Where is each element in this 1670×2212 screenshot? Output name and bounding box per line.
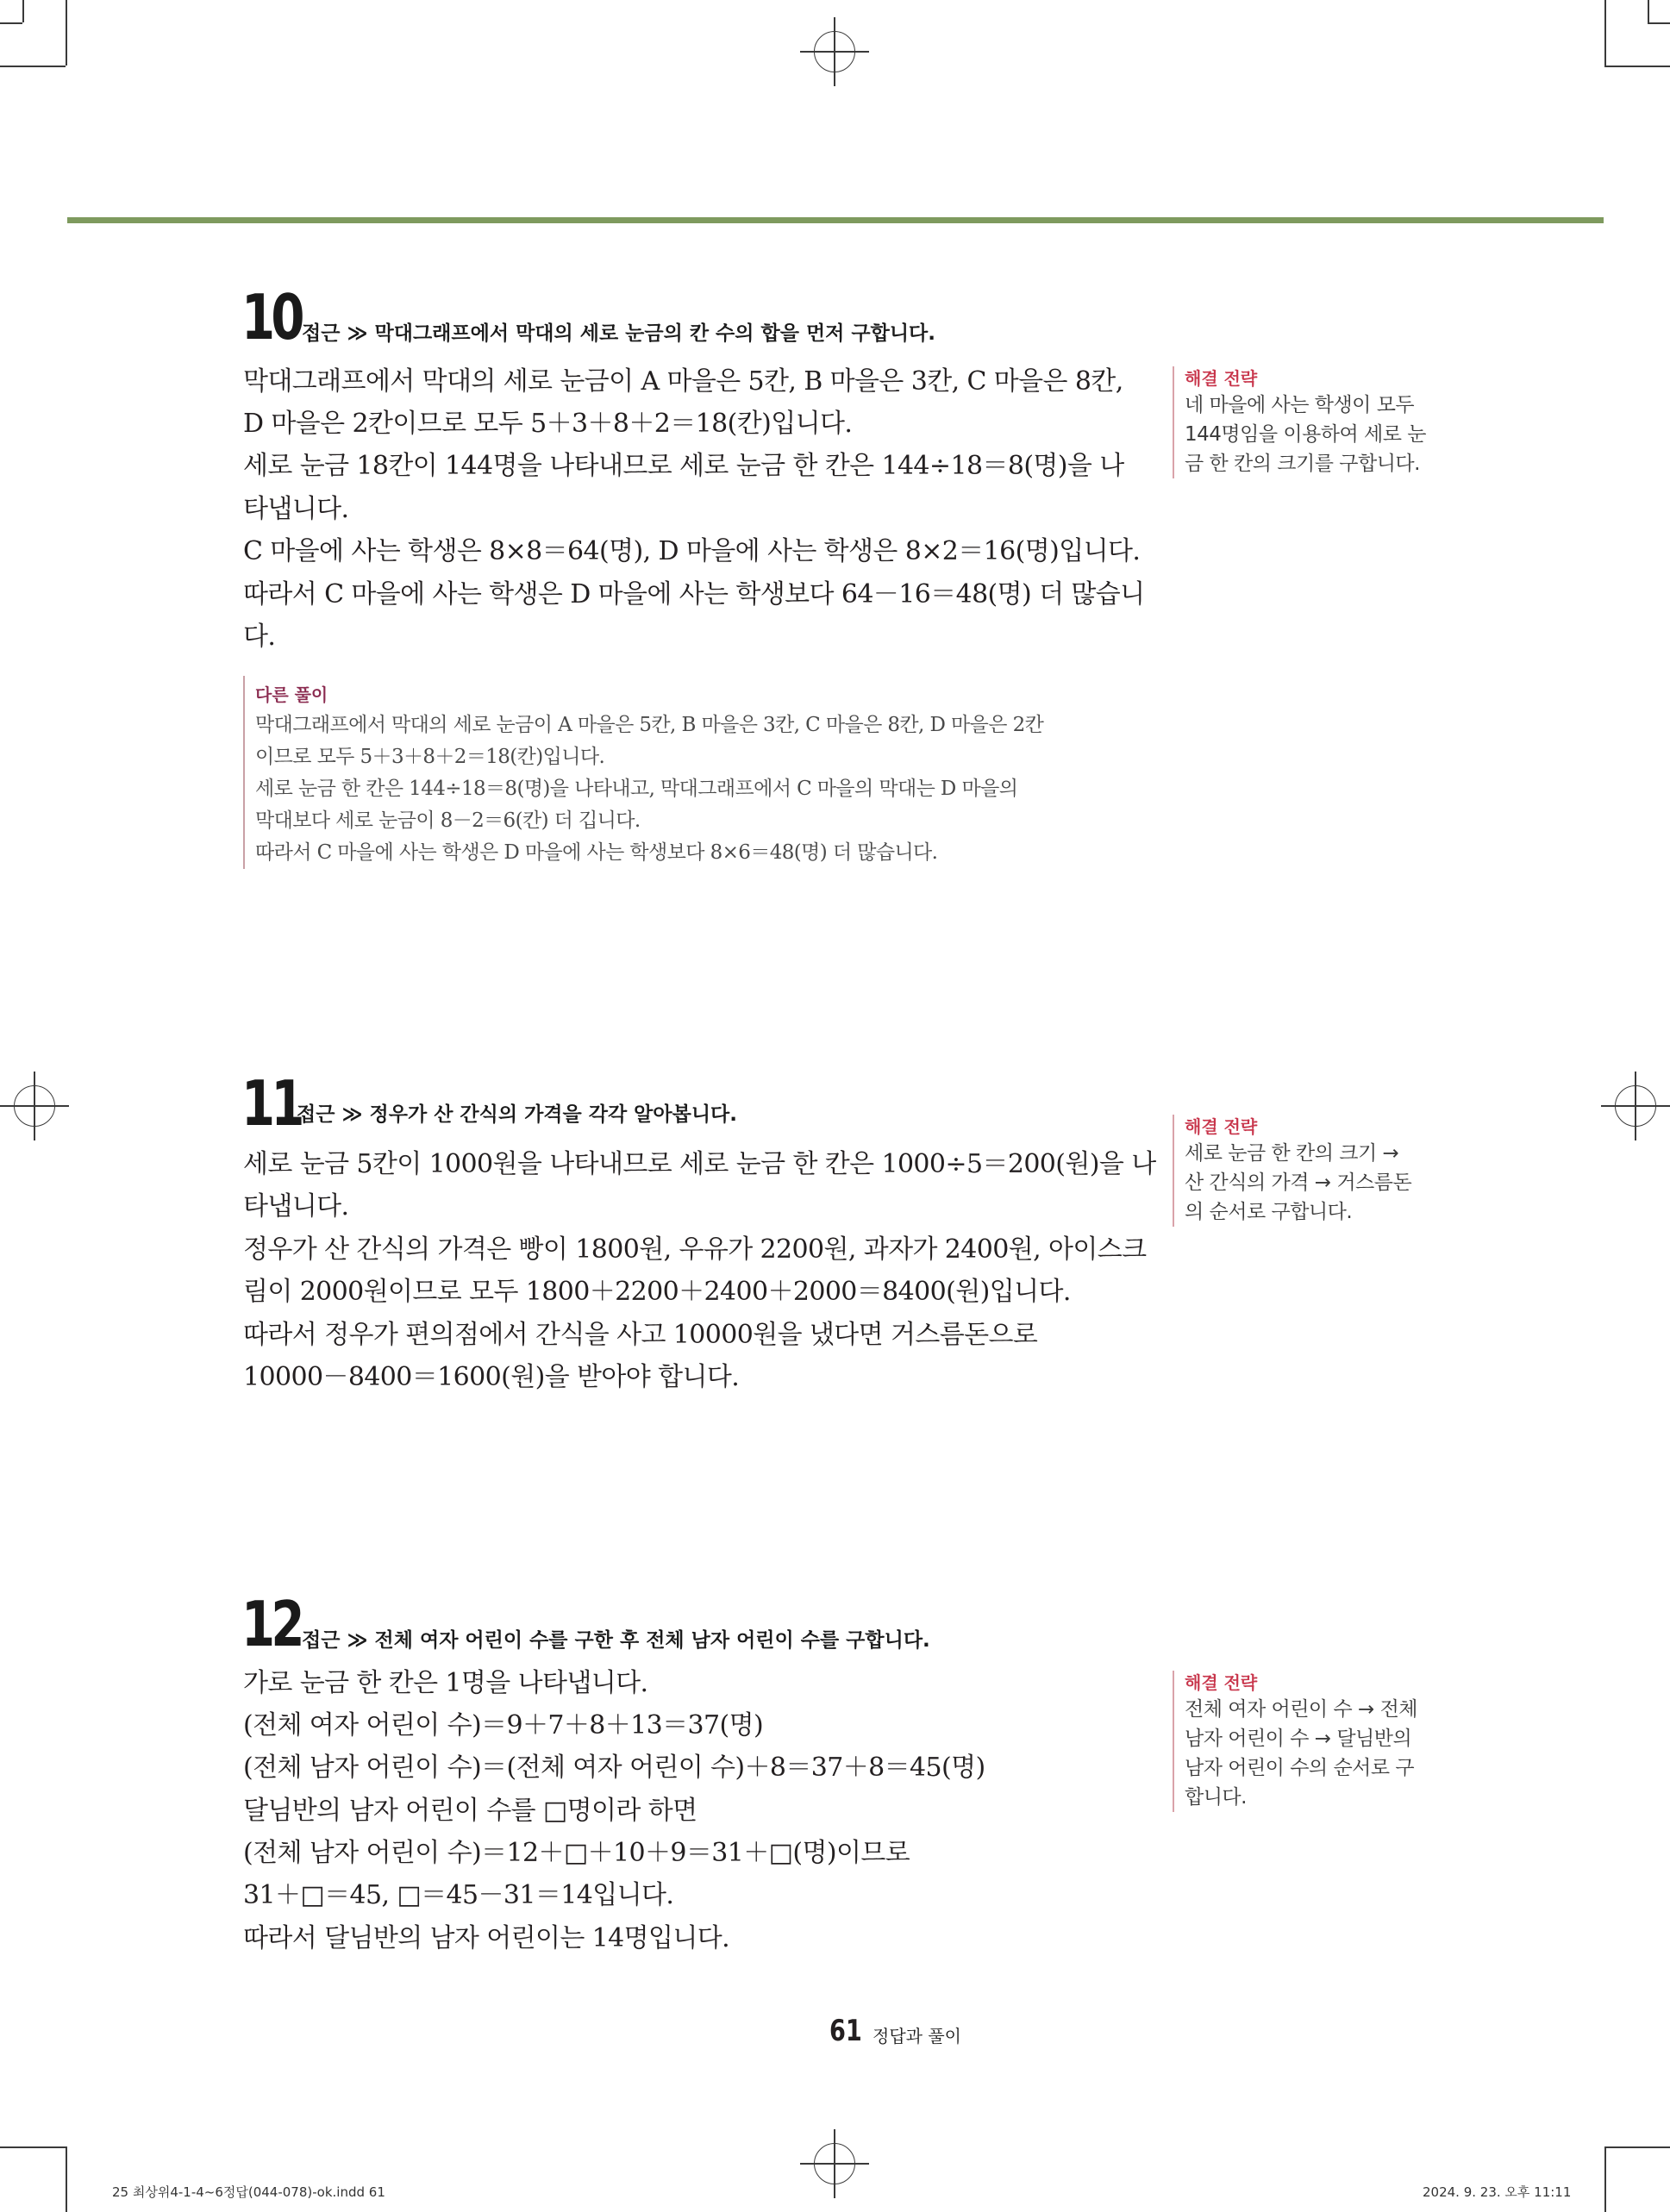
strategy-line: 네 마을에 사는 학생이 모두: [1185, 394, 1415, 416]
registration-mark-top: [800, 17, 869, 86]
strategy-label: 해결 전략: [1185, 1116, 1258, 1137]
alt-line: 따라서 C 마을에 사는 학생은 D 마을에 사는 학생보다 8×6＝48(명) 더 많습니다.: [255, 841, 938, 864]
crop-mark: [22, 0, 24, 22]
solution-line: (전체 남자 어린이 수)＝(전체 여자 어린이 수)＋8＝37＋8＝45(명): [243, 1753, 985, 1783]
registration-mark-left: [0, 1072, 69, 1140]
strategy-line: 144명임을 이용하여 세로 눈: [1185, 423, 1427, 446]
crop-mark: [66, 0, 67, 66]
strategy-box-11: [1173, 1115, 1469, 1227]
alt-line: 이므로 모두 5＋3＋8＋2＝18(칸)입니다.: [255, 746, 605, 768]
solution-line: 따라서 달님반의 남자 어린이는 14명입니다.: [243, 1923, 730, 1953]
strategy-line: 남자 어린이 수의 순서로 구: [1185, 1757, 1415, 1779]
strategy-line: 합니다.: [1185, 1786, 1247, 1809]
solution-line: 세로 눈금 5칸이 1000원을 나타내므로 세로 눈금 한 칸은 1000÷5＝200(원)을 나: [243, 1149, 1156, 1179]
solution-line: D 마을은 2칸이므로 모두 5＋3＋8＋2＝18(칸)입니다.: [243, 409, 853, 439]
solution-line: 가로 눈금 한 칸은 1명을 나타냅니다.: [243, 1668, 648, 1698]
alternative-solution: [243, 676, 1107, 869]
solution-line: 따라서 정우가 편의점에서 간식을 사고 10000원을 냈다면 거스름돈으로: [243, 1320, 1038, 1350]
crop-mark: [0, 66, 66, 67]
solution-line: 다.: [243, 622, 276, 652]
alt-line: 세로 눈금 한 칸은 144÷18＝8(명)을 나타내고, 막대그래프에서 C 마을의 막대는 D 마을의: [255, 778, 1018, 800]
strategy-box-12: [1173, 1671, 1469, 1812]
page-number: 61: [829, 2014, 862, 2048]
header-rule: [67, 217, 1604, 223]
solution-line: 따라서 C 마을에 사는 학생은 D 마을에 사는 학생보다 64－16＝48(명) 더 많습니: [243, 579, 1145, 609]
question-number: 10: [241, 281, 301, 353]
solution-line: 막대그래프에서 막대의 세로 눈금이 A 마을은 5칸, B 마을은 3칸, C 마을은 8칸,: [243, 366, 1123, 397]
strategy-line: 금 한 칸의 크기를 구합니다.: [1185, 453, 1420, 475]
solution-line: 31＋□＝45, □＝45－31＝14입니다.: [243, 1880, 674, 1910]
approach-tag: 접근 ≫: [297, 1103, 363, 1126]
strategy-line: 산 간식의 가격 → 거스름돈: [1185, 1172, 1412, 1194]
approach-text: [297, 1098, 737, 1127]
solution-line: C 마을에 사는 학생은 8×8＝64(명), D 마을에 사는 학생은 8×2＝16(명)입니다.: [243, 536, 1141, 566]
approach-sentence: 정우가 산 간식의 가격을 각각 알아봅니다.: [369, 1103, 738, 1126]
solution-line: 타냅니다.: [243, 1191, 349, 1222]
crop-mark: [66, 2146, 67, 2212]
approach-tag: 접근 ≫: [302, 1629, 368, 1652]
strategy-line: 세로 눈금 한 칸의 크기 →: [1185, 1142, 1399, 1165]
crop-mark: [1604, 66, 1670, 67]
solution-line: 10000－8400＝1600(원)을 받아야 합니다.: [243, 1362, 740, 1392]
crop-mark: [1604, 0, 1606, 66]
strategy-box-10: [1173, 366, 1469, 478]
strategy-label: 해결 전략: [1185, 368, 1258, 389]
solution-line: (전체 여자 어린이 수)＝9＋7＋8＋13＝37(명): [243, 1710, 764, 1740]
crop-mark: [1604, 2146, 1606, 2212]
strategy-label: 해결 전략: [1185, 1672, 1258, 1693]
alternative-solution-label: 다른 풀이: [255, 684, 328, 705]
crop-mark: [1648, 0, 1649, 22]
alt-line: 막대보다 세로 눈금이 8－2＝6(칸) 더 깁니다.: [255, 809, 641, 832]
print-slug-date: 2024. 9. 23. 오후 11:11: [1423, 2184, 1572, 2200]
registration-mark-right: [1601, 1072, 1670, 1140]
strategy-line: 전체 여자 어린이 수 → 전체: [1185, 1698, 1418, 1721]
print-slug-file: 25 최상위4-1-4~6정답(044-078)-ok.indd 61: [112, 2184, 385, 2200]
registration-mark-bottom: [800, 2129, 869, 2198]
approach-text: [302, 1624, 930, 1653]
approach-sentence: 전체 여자 어린이 수를 구한 후 전체 남자 어린이 수를 구합니다.: [374, 1629, 930, 1652]
approach-sentence: 막대그래프에서 막대의 세로 눈금의 칸 수의 합을 먼저 구합니다.: [374, 322, 935, 345]
approach-tag: 접근 ≫: [302, 322, 368, 345]
crop-mark: [1648, 22, 1670, 24]
strategy-line: 남자 어린이 수 → 달님반의: [1185, 1728, 1412, 1750]
crop-mark: [0, 22, 22, 24]
strategy-line: 의 순서로 구합니다.: [1185, 1201, 1353, 1223]
solution-line: 세로 눈금 18칸이 144명을 나타내므로 세로 눈금 한 칸은 144÷18＝8(명)을 나: [243, 451, 1124, 481]
solution-line: 정우가 산 간식의 가격은 빵이 1800원, 우유가 2200원, 과자가 2400원, 아이스크: [243, 1234, 1147, 1265]
question-number: 11: [241, 1067, 301, 1140]
question-number: 12: [241, 1588, 301, 1660]
solution-line: 림이 2000원이므로 모두 1800＋2200＋2400＋2000＝8400(원)입니다.: [243, 1277, 1071, 1307]
page-section-label: 정답과 풀이: [873, 2026, 961, 2046]
approach-text: [302, 317, 935, 346]
solution-line: (전체 남자 어린이 수)＝12＋□＋10＋9＝31＋□(명)이므로: [243, 1838, 910, 1868]
alt-line: 막대그래프에서 막대의 세로 눈금이 A 마을은 5칸, B 마을은 3칸, C 마을은 8칸, D 마을은 2칸: [255, 714, 1044, 736]
solution-line: 달님반의 남자 어린이 수를 □명이라 하면: [243, 1796, 697, 1826]
crop-mark: [0, 2146, 66, 2148]
solution-line: 타냅니다.: [243, 494, 349, 524]
crop-mark: [1604, 2146, 1670, 2148]
